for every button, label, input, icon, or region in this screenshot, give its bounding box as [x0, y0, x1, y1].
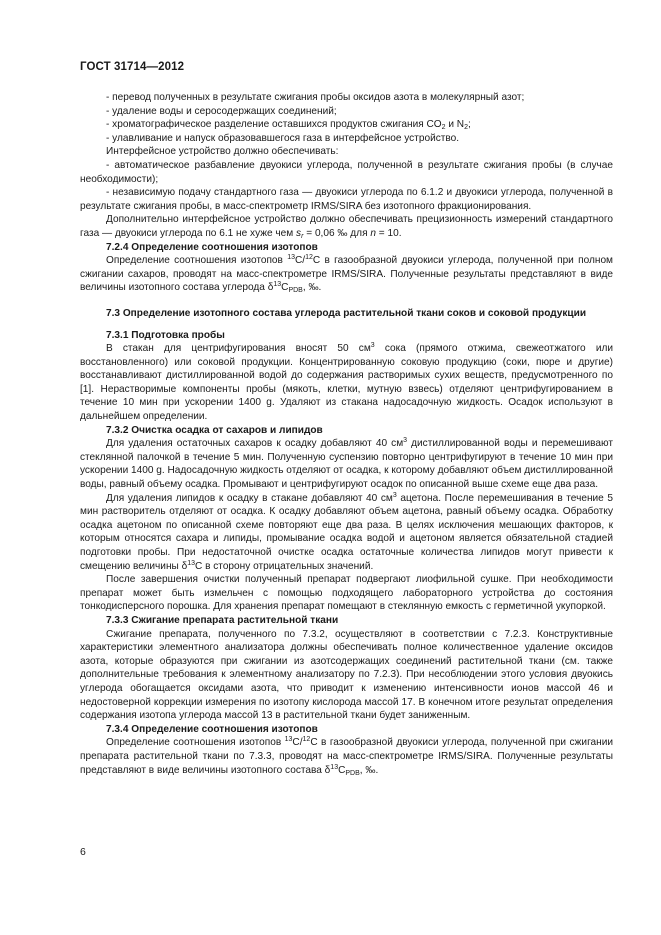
- section-heading-7-2-4: 7.2.4 Определение соотношения изотопов: [106, 241, 318, 253]
- section-heading-7-3: 7.3 Определение изотопного состава углерода растительной ткани соков и соковой продукции: [106, 307, 587, 319]
- paragraph: - улавливание и напуск образовавшегося газа в интерфейсное устройство.: [106, 132, 460, 144]
- paragraph: - удаление воды и сероcодержащих соединений;: [106, 105, 337, 117]
- paragraph: Для удаления липидов к осадку в стакане добавляют 40 $см^3$ ацетона. После перемешивания в течение 5 мин растворитель отделяют от осадка. К осадку добавляют объем ацетона, равный объему осадка. Обработку осадка ацетоном по описанной схеме повторяют еще два раза. В целях исключения мешающих факторов, к которым относятся сахара и липиды, промывание осадка водой и ацетоном является обязательной стадией подготовки пробы. При недостаточной очистке осадка остаточные количества липидов могут привести к смещению величины $\delta^{13}C$ в сторону отрицательных значений.: [80, 491, 613, 572]
- paragraph: В стакан для центрифугирования вносят 50 $см^3$ сока (прямого отжима, свежеотжатого или восстановленного) или соковой продукции. Концентрированную соковую продукцию (соки, пюре и другие) восстанавливают дистиллированной водой до содержания растворимых сухих веществ, предусмотренного по [1]. Нерастворимые компоненты пробы (мякоть, клетки, мутную взвесь) отделяют центрифугированием в течение 10 мин при ускорении 1400 g. Удаляют из стакана надосадочную жидкость. Осадок используют в дальнейшем определении.: [80, 342, 613, 423]
- page-number: 6: [80, 846, 86, 858]
- section-heading-7-3-2: 7.3.2 Очистка осадка от сахаров и липидов: [106, 424, 323, 436]
- paragraph: - перевод полученных в результате сжигания пробы оксидов азота в молекулярный азот;: [106, 92, 525, 103]
- section-heading-7-3-3: 7.3.3 Сжигание препарата растительной ткани: [106, 614, 339, 626]
- paragraph: - автоматическое разбавление двуокиси углерода, полученной в результате сжигания пробы (в случае необходимости);: [80, 159, 613, 185]
- paragraph: Сжигание препарата, полученного по 7.3.2, осуществляют в соответствии с 7.2.3. Конструктивные характеристики элементного анализатора должны обеспечивать полное количественное удаление оксидов азота, которые образуются при сжигании из азотсодержащих соединений растительной ткани (см. также дополнительные требования к элементному анализатору по 7.2.3). При несоблюдении этого условия двуокись углерода обогащается оксидами азота, что приводит к изменению интенсивности ионов массой 46 и недостоверной коррекции измерения по изотопу кислорода массой 17. В конечном итоге результат определения содержания изотопа углерода массой 13 в растительной ткани будет заниженным.: [80, 628, 613, 722]
- paragraph: Для удаления остаточных сахаров к осадку добавляют 40 $см^3$ дистиллированной воды и перемешивают стеклянной палочкой в течение 5 мин. Полученную суспензию повторно центрифугируют в течение 10 мин при ускорении 1400 g. Надосадочную жидкость отделяют от осадка, к которому добавляют объем дистиллированной воды, равный объему осадка. Промывают и центрифугируют осадок по описанной выше схеме еще два раза.: [80, 437, 613, 491]
- section-heading-7-3-1: 7.3.1 Подготовка пробы: [106, 329, 225, 341]
- paragraph: После завершения очистки полученный препарат подвергают лиофильной сушке. При необходимости препарат может быть измельчен с помощью подходящего лабораторного устройства до состояния тонкодисперсного порошка. Для хранения препарат помещают в стеклянную емкость с герметичной укупоркой.: [80, 574, 613, 613]
- paragraph: Интерфейсное устройство должно обеспечивать:: [106, 146, 339, 158]
- paragraph: Определение соотношения изотопов $^{13}$C/$^{12}$C в газообразной двуокиси углерода, полученной при полном сжигании сахаров, проводят на масс-спектрометре IRMS/SIRA. Полученные результаты представляют в виде величины изотопного состава углерода $\delta^{13}C_{PDB}$, ‰.: [80, 254, 613, 295]
- paragraph: - независимую подачу стандартного газа — двуокиси углерода по 6.1.2 и двуокиси углерода, полученной в результате сжигания пробы, в масс-спектрометр IRMS/SIRA без изотопного фракционирования.: [80, 187, 613, 212]
- document-body: [80, 91, 613, 777]
- section-heading-7-3-4: 7.3.4 Определение соотношения изотопов: [106, 723, 318, 735]
- paragraph: Дополнительно интерфейсное устройство должно обеспечивать прецизионность измерений стандартного газа — двуокиси углерода по 6.1 не хуже чем $s_r = 0,06$ ‰ для n = 10.: [80, 214, 613, 240]
- page-header-standard: ГОСТ 31714—2012: [80, 61, 185, 73]
- paragraph: Определение соотношения изотопов $^{13}$C/$^{12}$C в газообразной двуокиси углерода, полученной при сжигании препарата растительной ткани по 7.3.3, проводят на масс-спектрометре IRMS/SIRA. Полученные результаты представляют в виде величины изотопного состава $\delta^{13}C_{PDB}$, ‰.: [80, 736, 613, 777]
- paragraph: - хроматографическое разделение оставшихся продуктов сжигания $CO_2$ и $N_2$;: [106, 119, 471, 132]
